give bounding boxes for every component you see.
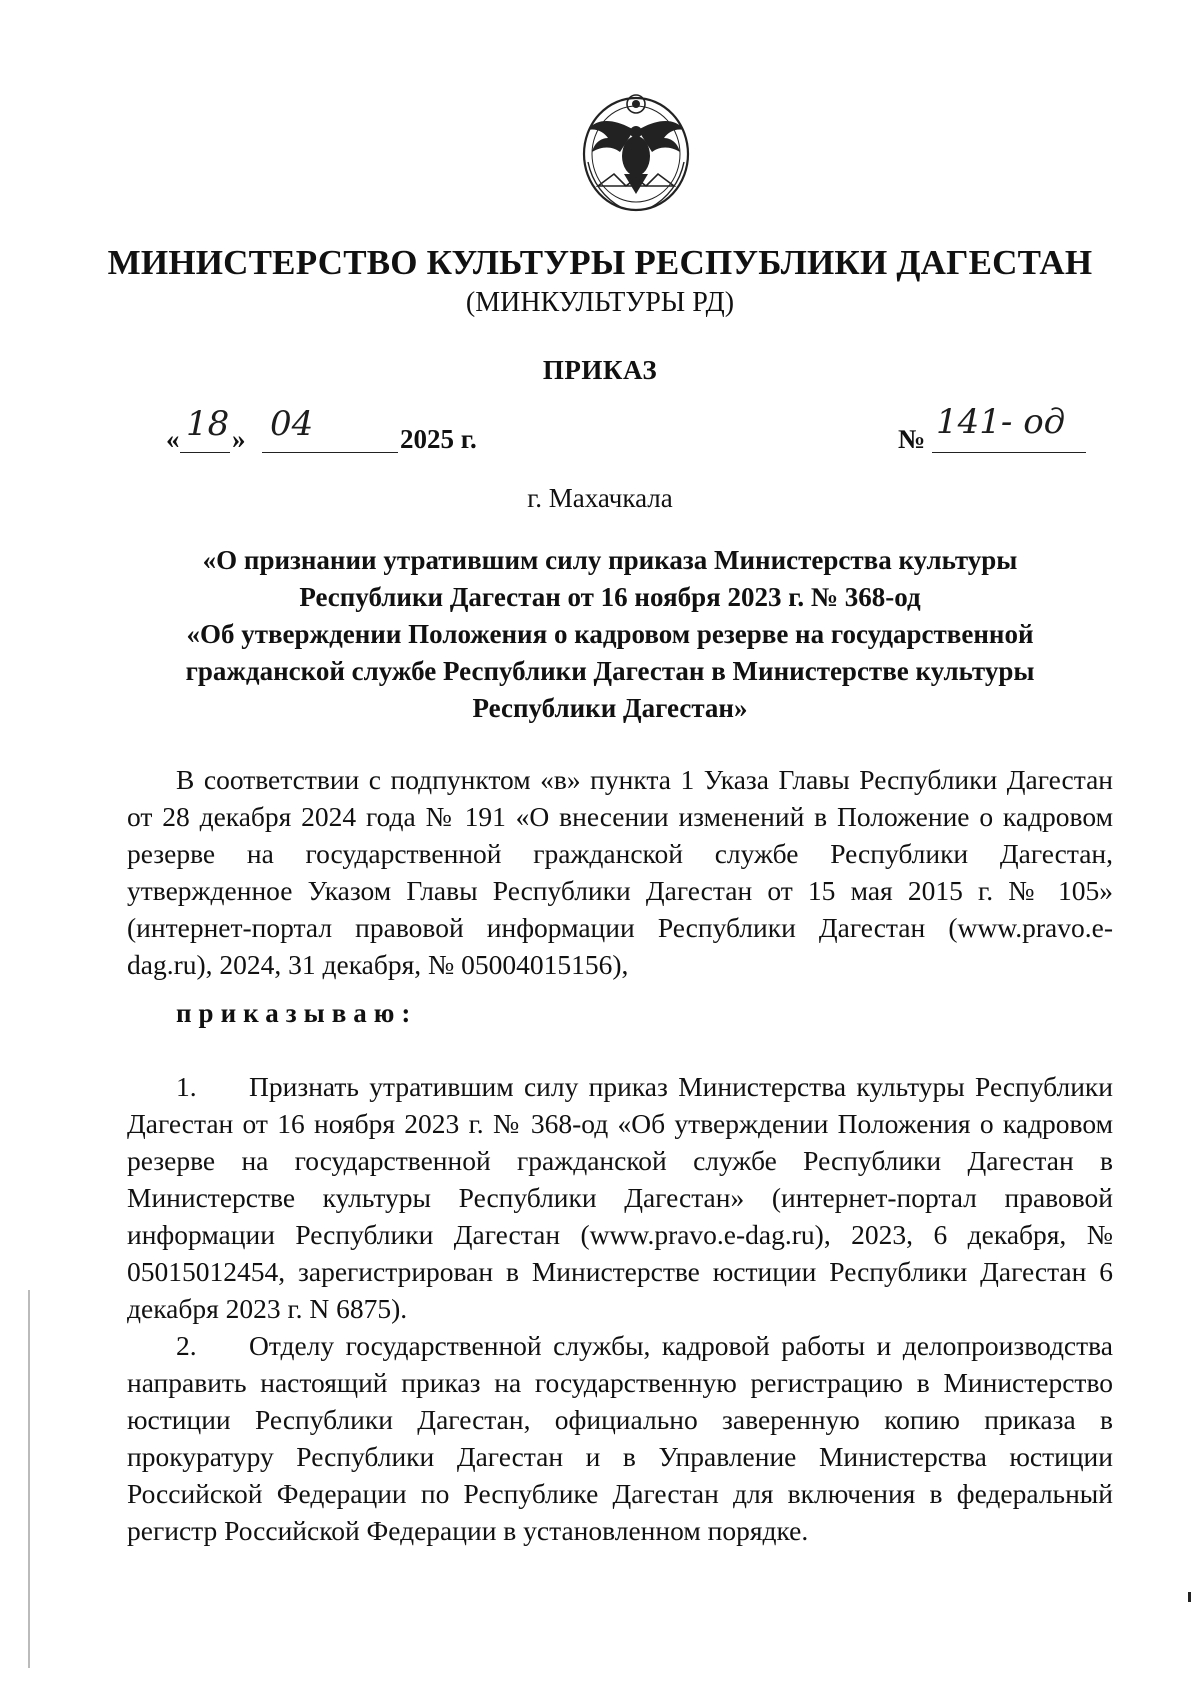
order-item-number: 2. bbox=[176, 1330, 197, 1361]
coat-of-arms-emblem bbox=[574, 82, 698, 220]
order-item-text: Отделу государственной службы, кадровой работы и делопроизводства направить настоящий приказ на государственную регистрацию в Министерство юстиции Республики Дагестан, официально заверенную копию приказа в прокуратуру Республики Дагестан и в Управление Министерства юстиции Российской Федерации по Республике Дагестан для включения в федеральный регистр Российской Федерации в установленном порядке. bbox=[127, 1330, 1113, 1546]
organization-short-name: (МИНКУЛЬТУРЫ РД) bbox=[465, 287, 735, 318]
order-item-1 bbox=[127, 1068, 1113, 1327]
document-number-value: 141- од bbox=[936, 402, 1066, 442]
city: г. Махачкала bbox=[527, 483, 673, 513]
date-day-underline bbox=[180, 452, 230, 453]
document-type: ПРИКАЗ bbox=[542, 355, 658, 385]
title-line: Республики Дагестан от 16 ноября 2023 г. № 368-од bbox=[299, 582, 921, 612]
document-number-underline bbox=[932, 452, 1086, 453]
organization-title: МИНИСТЕРСТВО КУЛЬТУРЫ РЕСПУБЛИКИ ДАГЕСТАН bbox=[107, 243, 1093, 282]
order-item-number: 1. bbox=[176, 1071, 197, 1102]
date-month: 04 bbox=[270, 404, 314, 444]
order-items bbox=[127, 1068, 1113, 1549]
title-line: «Об утверждении Положения о кадровом резерве на государственной bbox=[186, 619, 1034, 649]
title-line: «О признании утратившим силу приказа Министерства культуры bbox=[202, 545, 1018, 575]
title-line: Республики Дагестан» bbox=[472, 693, 748, 723]
date-number-row bbox=[166, 402, 1086, 456]
preamble-paragraph: В соответствии с подпунктом «в» пункта 1 Указа Главы Республики Дагестан от 28 декабря 2024 года № 191 «О внесении изменений в Положение о кадровом резерве на государственной гражданской службе Республики Дагестан, утвержденное Указом Главы Республики Дагестан от 15 мая 2015 г. № 105» (интернет-портал правовой информации Республики Дагестан (www.pravo.e-dag.ru), 2024, 31 декабря, № 05004015156), bbox=[127, 764, 1113, 980]
order-item-text: Признать утратившим силу приказ Министерства культуры Республики Дагестан от 16 ноября 2023 г. № 368-од «Об утверждении Положения о кадровом резерве на государственной гражданской службе Республики Дагестан в Министерстве культуры Республики Дагестан» (интернет-портал правовой информации Республики Дагестан (www.pravo.e-dag.ru), 2023, 6 декабря, № 05015012454, зарегистрирован в Министерстве юстиции Республики Дагестан 6 декабря 2023 г. N 6875). bbox=[127, 1071, 1113, 1324]
date-open-quote: « bbox=[166, 424, 180, 454]
date-day: 18 bbox=[186, 404, 230, 444]
date-close-quote: » bbox=[232, 424, 246, 454]
document-title bbox=[150, 542, 1070, 727]
scan-edge-mark bbox=[28, 1290, 30, 1668]
order-word: приказываю: bbox=[176, 998, 418, 1028]
date-year: 2025 г. bbox=[400, 424, 477, 454]
date-month-underline bbox=[262, 452, 398, 453]
order-item-2 bbox=[127, 1327, 1113, 1549]
document-number-label: № bbox=[898, 424, 926, 454]
preamble-block bbox=[127, 761, 1113, 983]
scan-speck bbox=[1188, 1592, 1191, 1602]
title-line: гражданской службе Республики Дагестан в Министерстве культуры bbox=[185, 656, 1035, 686]
